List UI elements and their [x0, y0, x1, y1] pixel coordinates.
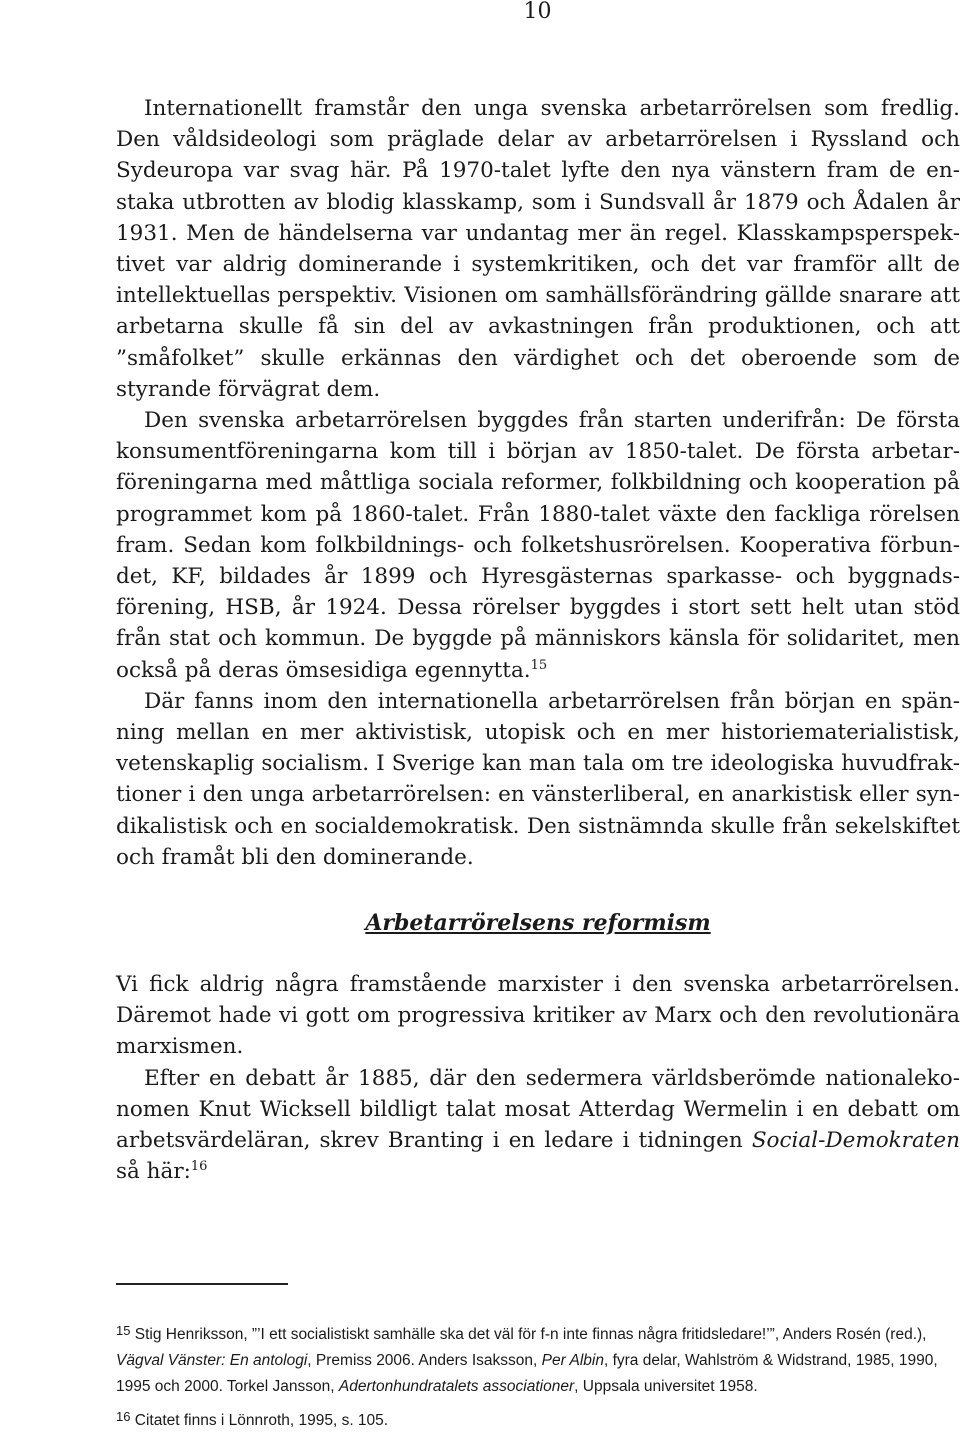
body-section-1: [116, 93, 960, 873]
footnote-number: 15: [116, 1323, 131, 1338]
paragraph: Där fanns inom den internationella arbetarrörelsen från början en spänning mellan en mer aktivistisk, utopisk och en mer historiematerialistisk, vetenskaplig socialism. I Sverige kan man tala om tre ideologiska huvudfraktioner i den unga arbetarrörelsen: en vänsterliberal, en anarkistisk eller syndikalistisk och en socialdemokratisk. Den sistnämnda skulle från sekelskiftet och framåt bli den dominerande.: [116, 688, 960, 870]
footnote-ref-16[interactable]: 16: [190, 1159, 208, 1175]
footnote-separator: [116, 1283, 288, 1285]
paragraph: Internationellt framstår den unga svenska arbetarrörelsen som fredlig. Den våldsideologi som präglade delar av arbetarrörelsen i Ryssland och Sydeuropa var svag här. På 1970-talet lyfte den nya vänstern fram de enstaka utbrotten av blodig klasskamp, som i Sundsvall år 1879 och Ådalen år 1931. Men de händelserna var undantag mer än regel. Klasskampsperspektivet var aldrig dominerande i systemkritiken, och det var framför allt de intellektuellas perspektiv. Visionen om samhällsförändring gällde snarare att arbetarna skulle få sin del av avkastningen från produktionen, och att ”småfolket” skulle erkännas den värdighet och det oberoende som de styrande förvägrat dem.: [116, 96, 960, 402]
paragraph: Efter en debatt år 1885, där den sedermera världsberömde nationalekonomen Knut Wicksell bildligt talat mosat Atterdag Wermelin i en debatt om arbetsvärdeläran, skrev Branting i en ledare i tidningen Social-Demokraten så här:$^{16}$: [116, 1065, 960, 1185]
body-section-2: [116, 969, 960, 1187]
section-heading: Arbetarrörelsens reformism: [365, 910, 711, 936]
paragraph: Vi fick aldrig några framstående marxister i den svenska arbetarrörelsen. Däremot hade vi gott om progressiva kritiker av Marx och den revolutionära marxismen.: [116, 972, 960, 1060]
footnote-15: $^{15}$ Stig Henriksson, ”’I ett socialistiskt samhälle ska det väl för f-n inte finnas några fritidsledare!’”, Anders Rosén (red.), Vägval Vänster: En antologi, Premiss 2006. Anders Isaksson, Per Albin, fyra delar, Wahlström & Widstrand, 1985, 1990, 1995 och 2000. Torkel Jansson, Adertonhundratalets associationer, Uppsala universitet 1958.: [116, 1323, 938, 1395]
footnote-ref-15[interactable]: 15: [530, 657, 548, 673]
footnote-16: $^{16}$ Citatet finns i Lönnroth, 1995, s. 105.: [116, 1409, 389, 1429]
newspaper-title: Social-Demokraten: [751, 1128, 960, 1154]
paragraph: Den svenska arbetarrörelsen byggdes från starten underifrån: De första konsumentföreningarna kom till i början av 1850-talet. De första arbetarföreningarna med måttliga sociala reformer, folkbildning och kooperation på programmet kom på 1860-talet. Från 1880-talet växte den fackliga rörelsen fram. Sedan kom folkbildnings- och folketshusrörelsen. Kooperativa förbundet, KF, bildades år 1899 och Hyresgästernas sparkasse- och byggnadsförening, HSB, år 1924. Dessa rörelser byggdes i stort sett helt utan stöd från stat och kommun. De byggde på människors känsla för solidaritet, men också på deras ömsesidiga egennytta.$^{15}$: [116, 408, 960, 683]
footnotes: [116, 1318, 960, 1434]
footnote-number: 16: [116, 1409, 131, 1424]
page-number: 10: [523, 0, 552, 24]
